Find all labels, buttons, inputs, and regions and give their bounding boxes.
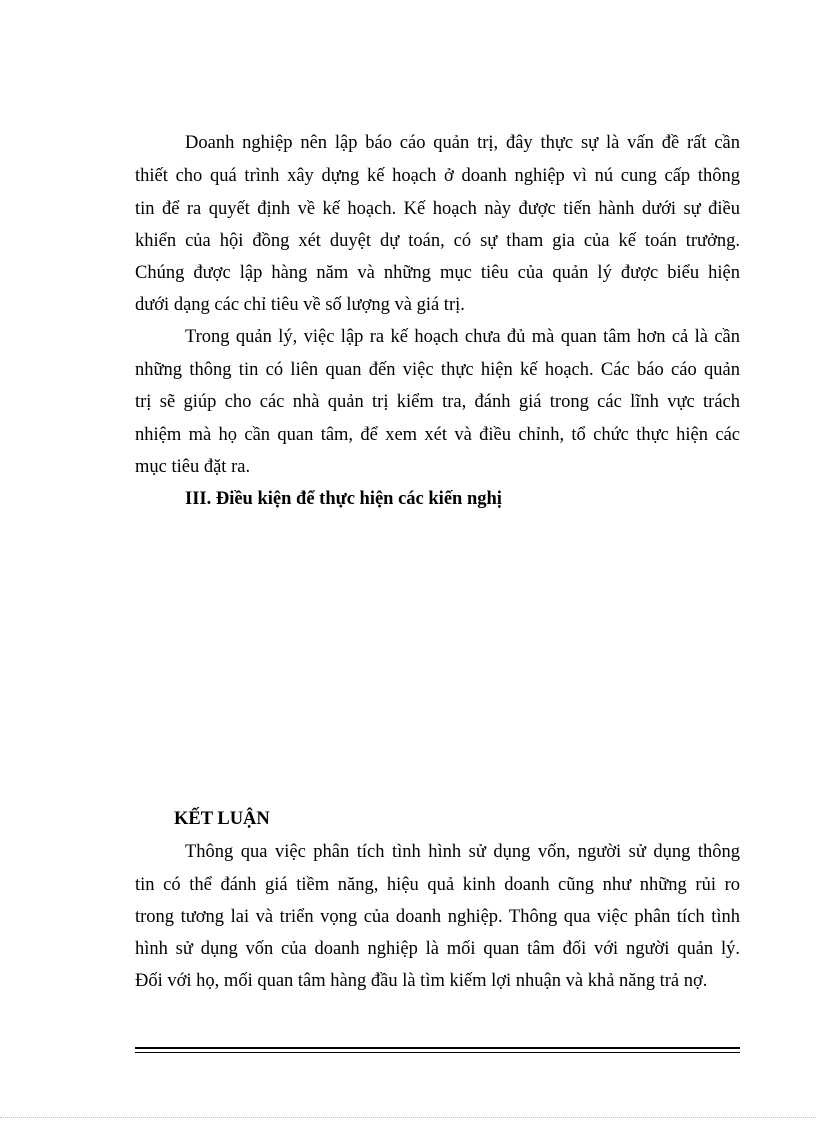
text-line: Thông qua việc phân tích tình hình sử dụng vốn, người sử dụng thông <box>185 842 740 862</box>
footer-rule-top <box>135 1047 740 1049</box>
text-line: trong tương lai và triển vọng của doanh nghiệp. Thông qua việc phân tích tình <box>135 907 740 927</box>
text-line: khiển của hội đồng xét duyệt dự toán, có sự tham gia của kế toán trưởng. <box>135 231 740 251</box>
text-line: tin để ra quyết định về kế hoạch. Kế hoạch này được tiến hành dưới sự điều <box>135 199 740 219</box>
section-heading: III. Điều kiện để thực hiện các kiến nghị <box>185 489 502 509</box>
text-line: trị sẽ giúp cho các nhà quản trị kiểm tra, đánh giá trong các lĩnh vực trách <box>135 392 740 412</box>
text-line: nhiệm mà họ cần quan tâm, để xem xét và điều chỉnh, tổ chức thực hiện các <box>135 425 740 445</box>
conclusion-heading: KẾT LUẬN <box>174 809 270 829</box>
text-line: Doanh nghiệp nên lập báo cáo quản trị, đây thực sự là vấn đề rất cần <box>185 133 740 153</box>
text-line: những thông tin có liên quan đến việc thực hiện kế hoạch. Các báo cáo quản <box>135 360 740 380</box>
text-line: Chúng được lập hàng năm và những mục tiêu của quản lý được biểu hiện <box>135 263 740 283</box>
text-line: tin có thể đánh giá tiềm năng, hiệu quả kinh doanh cũng như những rủi ro <box>135 875 740 895</box>
text-line: Đối với họ, mối quan tâm hàng đầu là tìm kiếm lợi nhuận và khả năng trả nợ. <box>135 971 708 991</box>
text-line: dưới dạng các chỉ tiêu về số lượng và giá trị. <box>135 295 465 315</box>
text-line: Trong quản lý, việc lập ra kế hoạch chưa đủ mà quan tâm hơn cả là cần <box>185 327 740 347</box>
text-line: hình sử dụng vốn của doanh nghiệp là mối quan tâm đối với người quản lý. <box>135 939 740 959</box>
page-bottom-border <box>0 1117 816 1118</box>
text-line: mục tiêu đặt ra. <box>135 457 251 477</box>
footer-rule-bottom <box>135 1052 740 1053</box>
text-line: thiết cho quá trình xây dựng kế hoạch ở doanh nghiệp vì nú cung cấp thông <box>135 166 740 186</box>
